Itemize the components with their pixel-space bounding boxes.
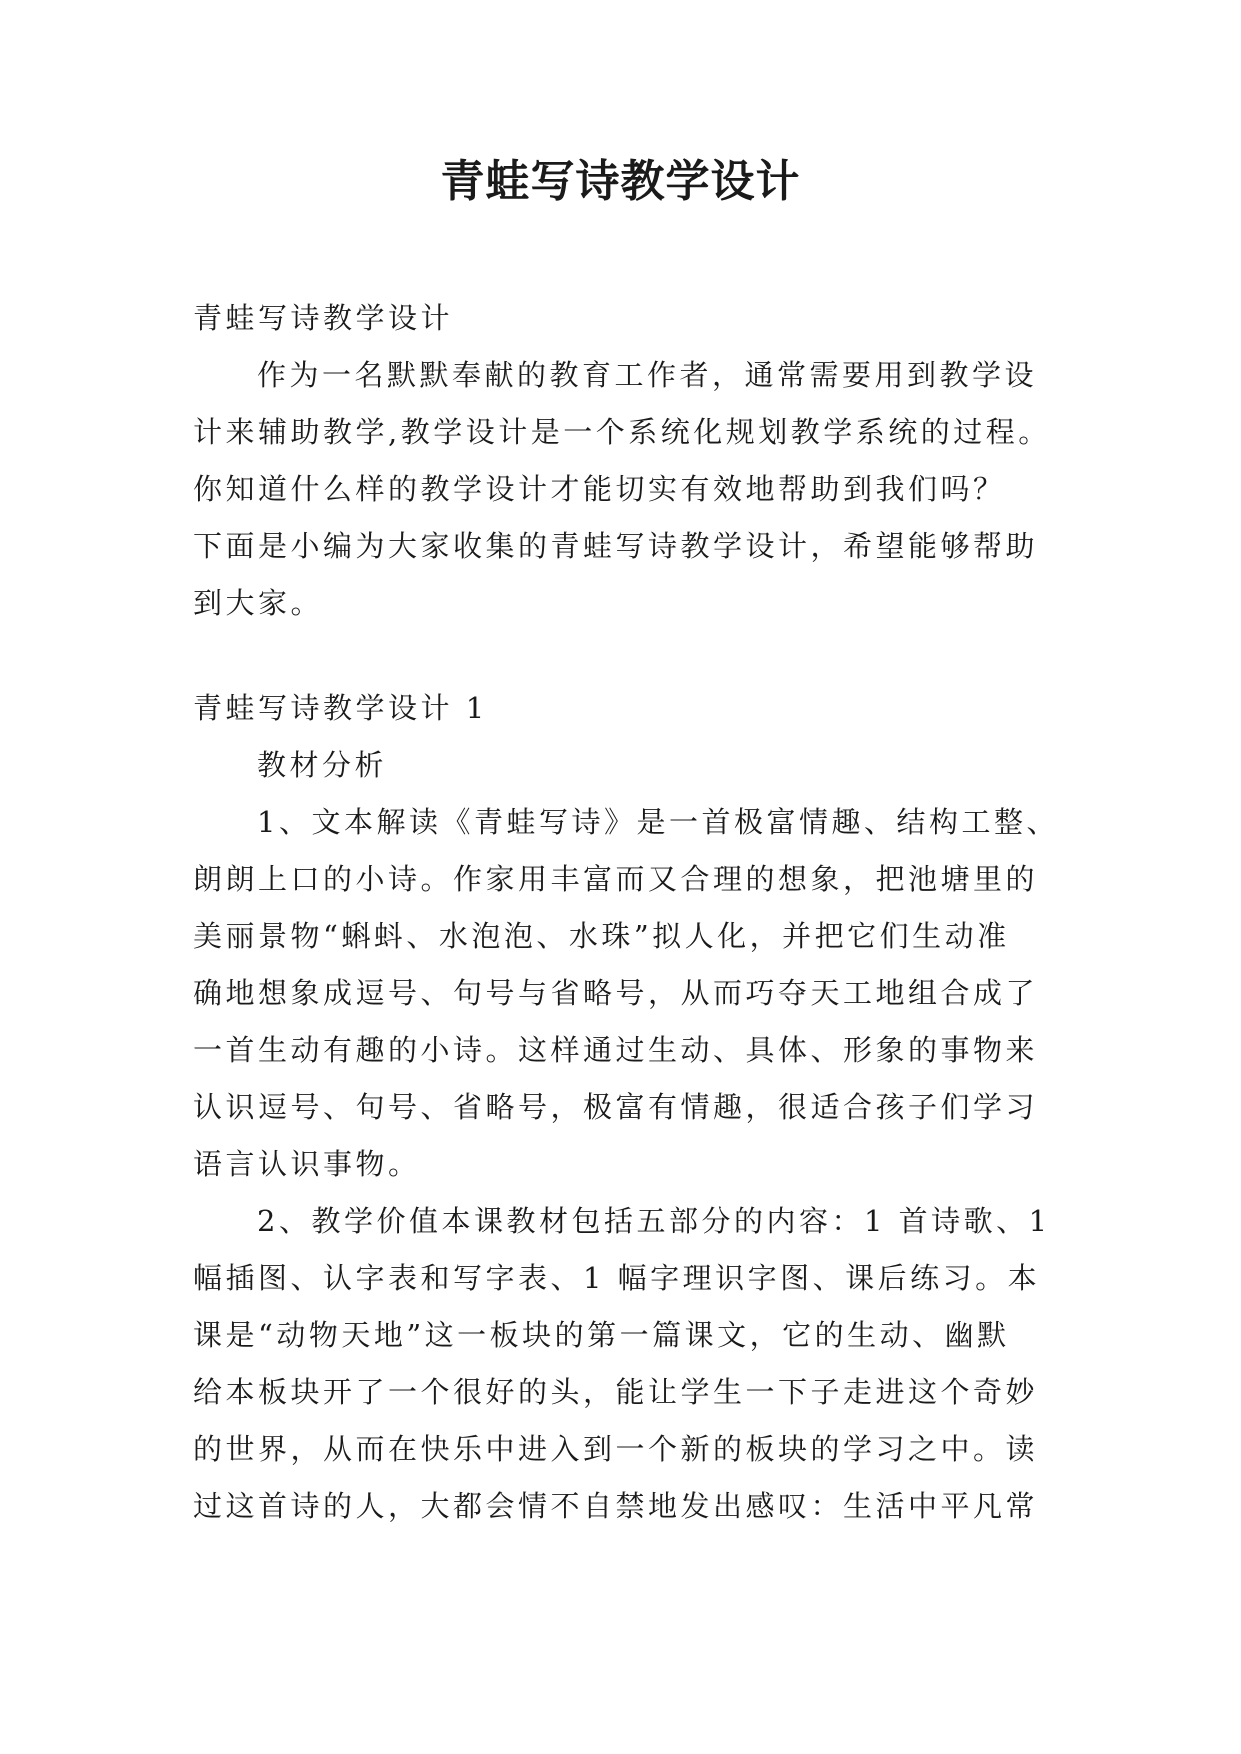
section-heading: 青蛙写诗教学设计 1 <box>193 691 488 725</box>
text-line: 幅插图、认字表和写字表、1 幅字理识字图、课后练习。本 <box>193 1261 1041 1295</box>
text-line: 作为一名默默奉献的教育工作者，通常需要用到教学设 <box>257 358 1038 392</box>
section-gap <box>193 632 1073 680</box>
text-line: 1、文本解读《青蛙写诗》是一首极富情趣、结构工整、 <box>257 805 1059 839</box>
text-line: 课是“动物天地”这一板块的第一篇课文，它的生动、幽默 <box>193 1318 1010 1352</box>
text-line: 过这首诗的人，大都会情不自禁地发出感叹：生活中平凡常 <box>193 1489 1039 1523</box>
text-line: 一首生动有趣的小诗。这样通过生动、具体、形象的事物来 <box>193 1033 1039 1067</box>
text-line: 计来辅助教学,教学设计是一个系统化规划教学系统的过程。 <box>193 415 1051 449</box>
text-line: 你知道什么样的教学设计才能切实有效地帮助到我们吗？ <box>193 472 1006 506</box>
text-line: 给本板块开了一个很好的头，能让学生一下子走进这个奇妙 <box>193 1375 1039 1409</box>
text-line: 朗朗上口的小诗。作家用丰富而又合理的想象，把池塘里的 <box>193 862 1039 896</box>
text-line: 确地想象成逗号、句号与省略号，从而巧夺天工地组合成了 <box>193 976 1039 1010</box>
paragraph-text-analysis <box>193 794 1073 1193</box>
document-title: 青蛙写诗教学设计 <box>440 156 801 207</box>
text-line: 2、教学价值本课教材包括五部分的内容：1 首诗歌、1 <box>257 1204 1051 1238</box>
intro-paragraph <box>193 347 1073 632</box>
paragraph-teaching-value <box>193 1193 1073 1535</box>
intro-heading: 青蛙写诗教学设计 <box>193 301 454 335</box>
text-line: 认识逗号、句号、省略号，极富有情趣，很适合孩子们学习 <box>193 1090 1039 1124</box>
text-line: 语言认识事物。 <box>193 1147 421 1181</box>
text-line: 到大家。 <box>193 586 324 620</box>
document-body <box>193 290 1073 1535</box>
section-subheading: 教材分析 <box>257 748 388 782</box>
text-line: 的世界，从而在快乐中进入到一个新的板块的学习之中。读 <box>193 1432 1039 1466</box>
text-line: 美丽景物“蝌蚪、水泡泡、水珠”拟人化，并把它们生动准 <box>193 919 1010 953</box>
text-line: 下面是小编为大家收集的青蛙写诗教学设计，希望能够帮助 <box>193 529 1039 563</box>
